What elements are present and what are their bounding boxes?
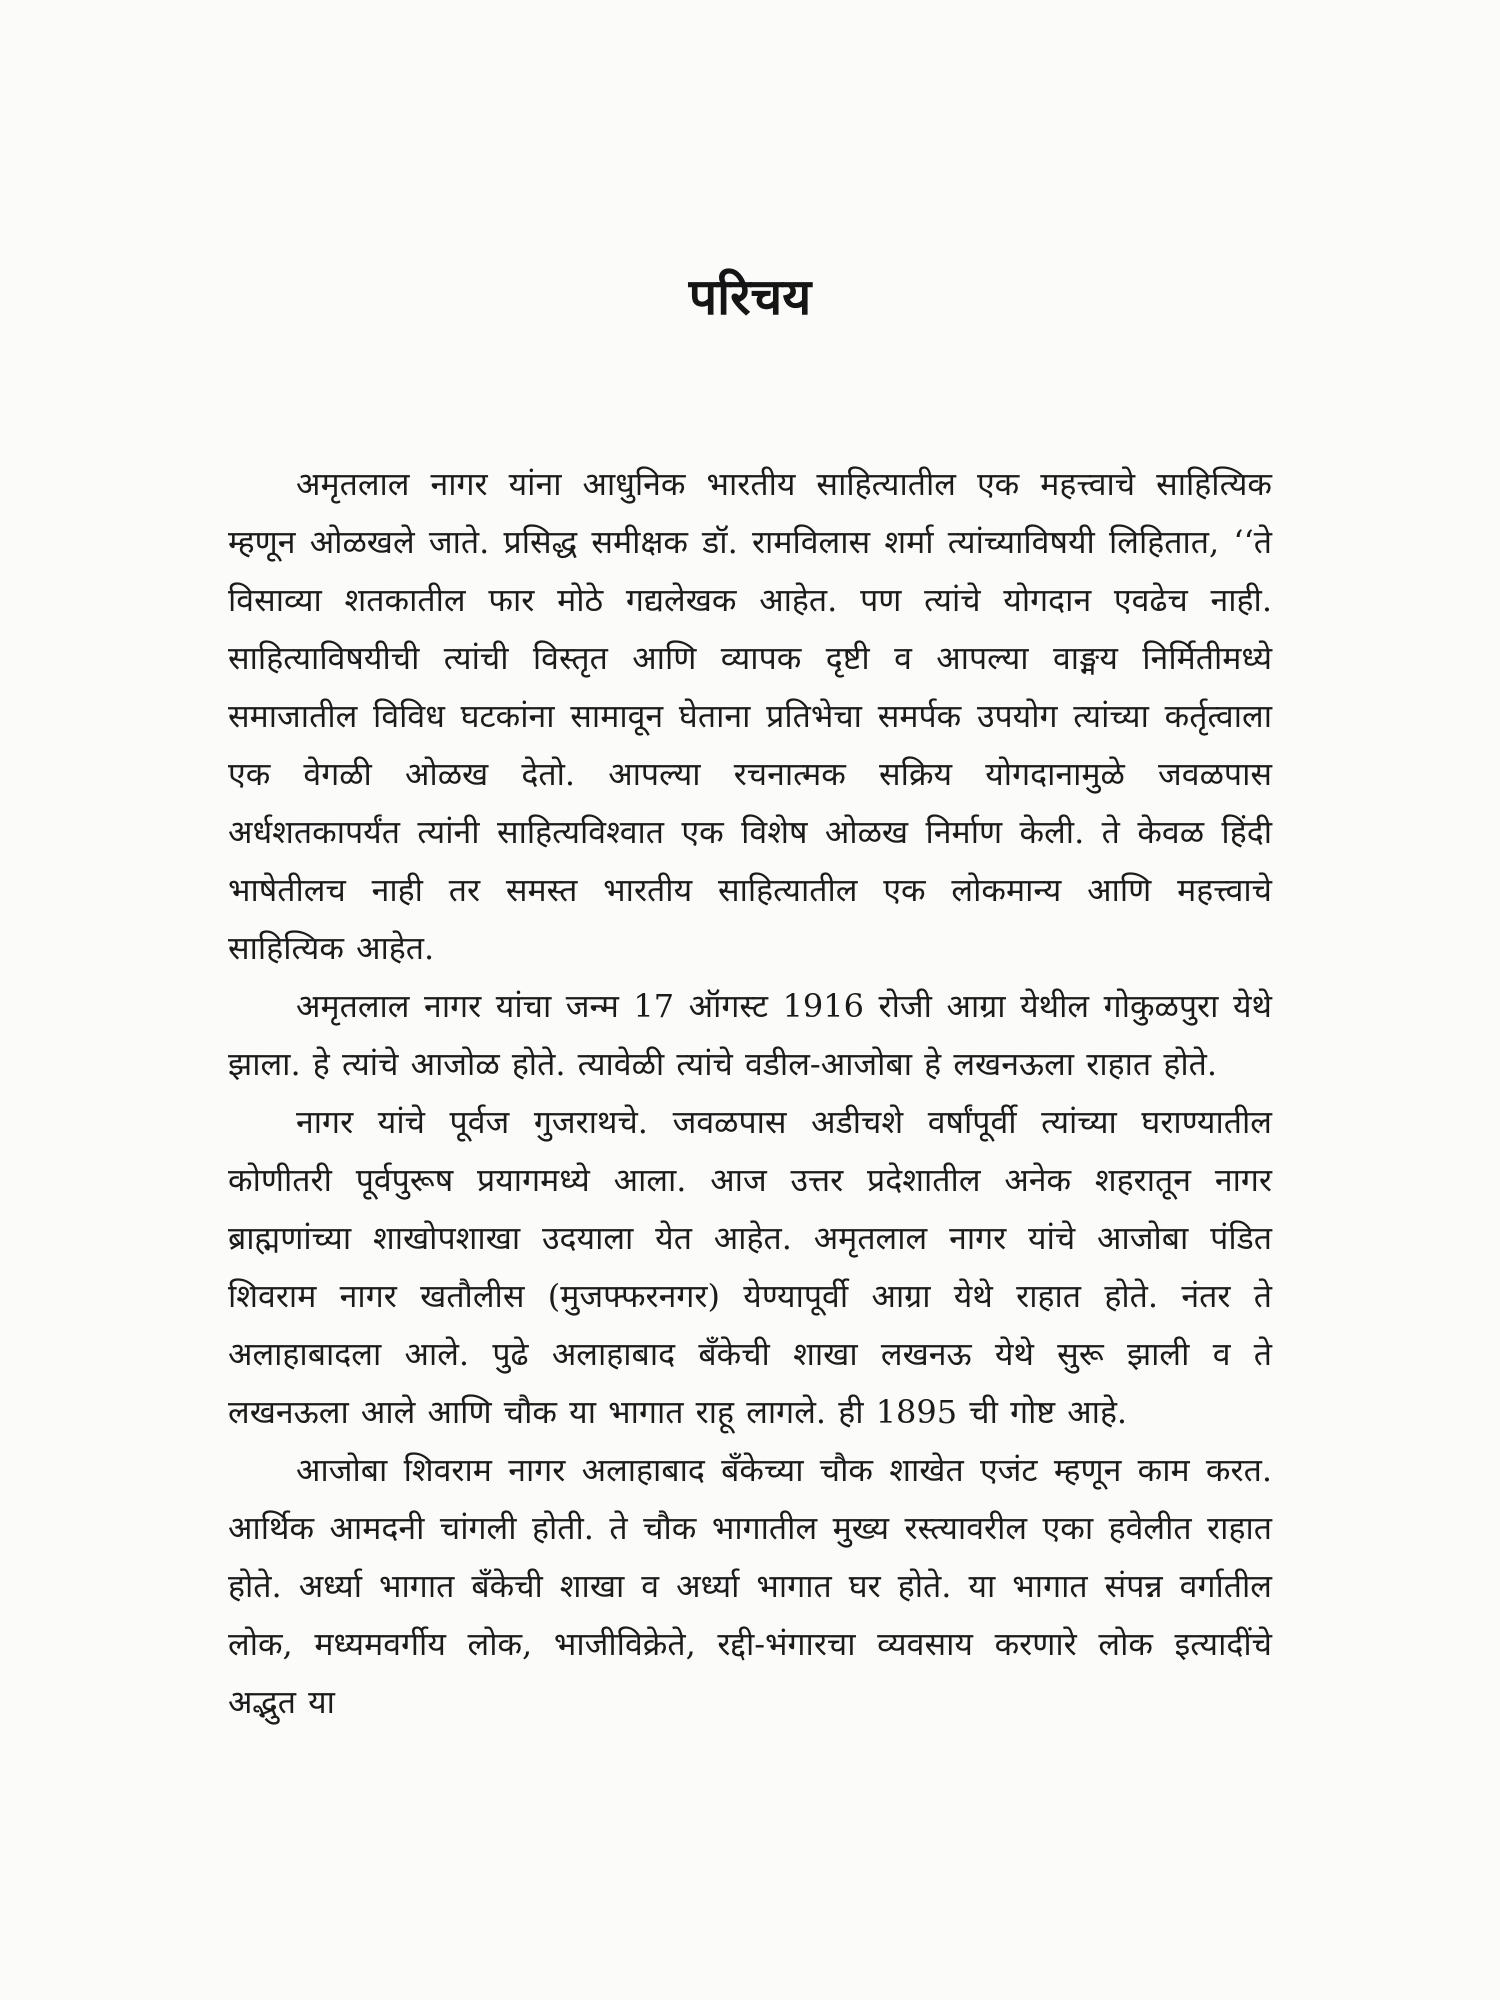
paragraph-3: नागर यांचे पूर्वज गुजराथचे. जवळपास अडीचशे वर्षांपूर्वी त्यांच्या घराण्यातील कोणीतरी पूर्वपुरूष प्रयागमध्ये आला. आज उत्तर प्रदेशातील अनेक शहरातून नागर ब्राह्मणांच्या शाखोपशाखा उदयाला येत आहेत. अमृतलाल नागर यांचे आजोबा पंडित शिवराम नागर खतौलीस (मुजफ्फरनगर) येण्यापूर्वी आग्रा येथे राहात होते. नंतर ते अलाहाबादला आले. पुढे अलाहाबाद बँकेची शाखा लखनऊ येथे सुरू झाली व ते लखनऊला आले आणि चौक या भागात राहू लागले. ही 1895 ची गोष्ट आहे. [228, 1103, 1272, 1431]
paragraph-2: अमृतलाल नागर यांचा जन्म 17 ऑगस्ट 1916 रोजी आग्रा येथील गोकुळपुरा येथे झाला. हे त्यांचे आजोळ होते. त्यावेळी त्यांचे वडील-आजोबा हे लखनऊला राहात होते. [228, 987, 1272, 1083]
page-title: परिचय [688, 268, 812, 326]
body-text [228, 455, 1272, 1731]
paragraph-4: आजोबा शिवराम नागर अलाहाबाद बँकेच्या चौक शाखेत एजंट म्हणून काम करत. आर्थिक आमदनी चांगली होती. ते चौक भागातील मुख्य रस्त्यावरील एका हवेलीत राहात होते. अर्ध्या भागात बँकेची शाखा व अर्ध्या भागात घर होते. या भागात संपन्न वर्गातील लोक, मध्यमवर्गीय लोक, भाजीविक्रेते, रद्दी-भंगारचा व्यवसाय करणारे लोक इत्यादींचे अद्भुत या [228, 1451, 1272, 1721]
paragraph-1: अमृतलाल नागर यांना आधुनिक भारतीय साहित्यातील एक महत्त्वाचे साहित्यिक म्हणून ओळखले जाते. प्रसिद्ध समीक्षक डॉ. रामविलास शर्मा त्यांच्याविषयी लिहितात, ‘‘ते विसाव्या शतकातील फार मोठे गद्यलेखक आहेत. पण त्यांचे योगदान एवढेच नाही. साहित्याविषयीची त्यांची विस्तृत आणि व्यापक दृष्टी व आपल्या वाङ्मय निर्मितीमध्ये समाजातील विविध घटकांना सामावून घेताना प्रतिभेचा समर्पक उपयोग त्यांच्या कर्तृत्वाला एक वेगळी ओळख देतो. आपल्या रचनात्मक सक्रिय योगदानामुळे जवळपास अर्धशतकापर्यंत त्यांनी साहित्यविश्वात एक विशेष ओळख निर्माण केली. ते केवळ हिंदी भाषेतीलच नाही तर समस्त भारतीय साहित्यातील एक लोकमान्य आणि महत्त्वाचे साहित्यिक आहेत. [228, 465, 1272, 967]
